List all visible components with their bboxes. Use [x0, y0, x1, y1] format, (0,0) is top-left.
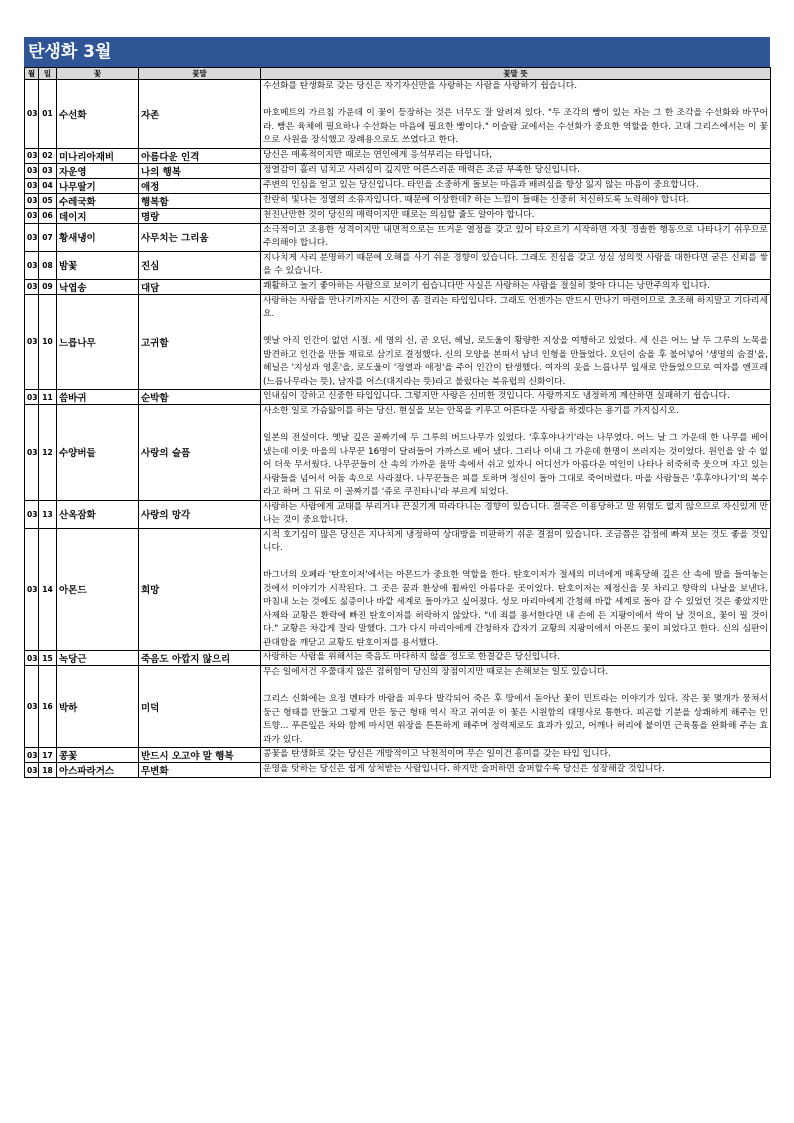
flower-name-cell: 수선화 [57, 80, 139, 149]
flower-name-cell: 산옥잠화 [57, 500, 139, 528]
flower-name-cell: 나무딸기 [57, 178, 139, 193]
flower-language-cell: 행복함 [139, 193, 261, 208]
flower-language-cell: 대담 [139, 279, 261, 294]
table-row [25, 390, 771, 405]
flower-language-cell: 사랑의 슬픔 [139, 405, 261, 501]
flower-language-cell: 순박함 [139, 390, 261, 405]
meaning-cell [261, 500, 771, 528]
day-cell: 05 [39, 193, 57, 208]
flower-name-cell: 황새냉이 [57, 223, 139, 251]
sheet-title: 탄생화 3월 [24, 37, 770, 67]
meaning-text: 무슨 일에서건 우쭐대지 않은 겸허함이 당신의 장점이지만 때로는 손해보는 일도 있습니다. 그리스 신화에는 요정 멘타가 바람을 피우다 발각되어 죽은 후 땅에서 돋아난 꽃이 민트라는 이야기가 있다. 작은 꽃 몇개가 뭉쳐서 둥근 형태를 만들고 그렇게 만든 둥근 형태 역시 작고 귀여운 이 꽃은 시원함의 대명사로 통한다. 피곤할 기분을 상쾌하게 해주는 민트향... 푸른잎은 차와 함께 마시면 위장을 튼튼하게 해주며 정력제로도 효과가 있고, 어깨나 허리에 붙이면 근육통을 완화해 주는 효과가 있다. [263, 667, 768, 745]
meaning-cell [261, 193, 771, 208]
meaning-cell [261, 163, 771, 178]
meaning-text: 정열감이 흘러 넘치고 사려심이 깊지만 어른스러운 매력은 조금 부족한 당신입니다. [263, 164, 580, 175]
table-row [25, 294, 771, 390]
table-row [25, 500, 771, 528]
flower-name-cell: 씀바귀 [57, 390, 139, 405]
flower-language-cell: 무변화 [139, 763, 261, 778]
meaning-cell [261, 528, 771, 651]
flower-name-cell: 낙엽송 [57, 279, 139, 294]
meaning-cell [261, 763, 771, 778]
flower-language-cell: 희망 [139, 528, 261, 651]
month-cell: 03 [25, 80, 39, 149]
month-cell: 03 [25, 651, 39, 666]
meaning-text: 당신은 매혹적이지만 때로는 연인에게 응석부리는 타입니다, [263, 149, 493, 160]
table-row [25, 405, 771, 501]
day-cell: 14 [39, 528, 57, 651]
meaning-text: 소극적이고 조용한 성격이지만 내면적으로는 뜨거운 열정을 갖고 있어 타오르기 시작하면 자칫 경솔한 행동으로 나타나기 쉬우므로 주의해야 합니다. [263, 224, 768, 248]
meaning-cell [261, 651, 771, 666]
meaning-cell [261, 405, 771, 501]
meaning-cell [261, 390, 771, 405]
meaning-cell [261, 279, 771, 294]
table-row [25, 279, 771, 294]
month-cell: 03 [25, 748, 39, 763]
month-cell: 03 [25, 251, 39, 279]
table-row [25, 148, 771, 163]
month-cell: 03 [25, 390, 39, 405]
month-cell: 03 [25, 163, 39, 178]
flower-name-cell: 자운영 [57, 163, 139, 178]
table-row [25, 528, 771, 651]
day-cell: 04 [39, 178, 57, 193]
flower-name-cell: 밤꽃 [57, 251, 139, 279]
flower-name-cell: 콩꽃 [57, 748, 139, 763]
flower-language-cell: 사무치는 그리움 [139, 223, 261, 251]
flower-name-cell: 박하 [57, 666, 139, 748]
flower-language-cell: 아름다운 인격 [139, 148, 261, 163]
flower-language-cell: 반드시 오고야 말 행복 [139, 748, 261, 763]
meaning-cell [261, 80, 771, 149]
meaning-text: 콩꽃을 탄생화로 갖는 당신은 개방적이고 낙천적이며 무슨 일이건 흥미를 갖는 타입 입니다. [263, 749, 611, 760]
meaning-cell [261, 208, 771, 223]
day-cell: 08 [39, 251, 57, 279]
flower-language-cell: 진심 [139, 251, 261, 279]
day-cell: 02 [39, 148, 57, 163]
table-row [25, 251, 771, 279]
flower-name-cell: 수레국화 [57, 193, 139, 208]
day-cell: 16 [39, 666, 57, 748]
month-cell: 03 [25, 763, 39, 778]
table-row [25, 651, 771, 666]
table-row [25, 178, 771, 193]
month-cell: 03 [25, 223, 39, 251]
meaning-text: 주변의 인심을 얻고 있는 당신입니다. 타인을 소중하게 돌보는 마음과 배려심을 항상 잃지 않는 마음이 중요합니다. [263, 179, 699, 190]
table-row [25, 80, 771, 149]
meaning-text: 쾌활하고 놀기 좋아하는 사람으로 보이기 쉽습니다만 사실은 사랑하는 사람을 절실히 찾아 다니는 낭만주의자 입니다. [263, 280, 711, 291]
flower-language-cell: 사랑의 망각 [139, 500, 261, 528]
header-meaning: 꽃말 뜻 [261, 68, 771, 80]
table-row [25, 666, 771, 748]
header-flower-language: 꽃말 [139, 68, 261, 80]
meaning-cell [261, 748, 771, 763]
meaning-text: 사랑하는 사람에게 교태를 부리거나 끈질기게 따라다니는 경향이 있습니다. 결국은 이용당하고 말 위험도 없지 않으므로 자신있게 만나는 것이 중요합니다. [263, 501, 768, 525]
day-cell: 13 [39, 500, 57, 528]
flower-language-cell: 나의 행복 [139, 163, 261, 178]
day-cell: 06 [39, 208, 57, 223]
meaning-text: 사랑하는 사람을 만나기까지는 시간이 좀 걸리는 타입입니다. 그래도 언젠가는 반드시 만나기 마련이므로 초조해 하지말고 기다리세요. 옛날 아직 인간이 없던 시절. 세 명의 신, 곧 오딘, 헤닐, 로도울이 황량한 지상을 여행하고 있었다. 세 신은 어느 날 두 그루의 노목을 발견하고 인간을 만들 재료로 삼기로 결정했다. 신의 모양을 본떠서 남녀 인형을 만들었다. 오딘이 숨을 후 불어넣어 '생명의 숨결'을, 헤닐은 '지성과 영혼'을, 로도울이 '정열과 애정'을 주어 인간이 탄생했다. 여자의 옷을 느릅나무 잎새로 만들었으므로 여자를 엔프레(느릅나무라는 뜻), 남자를 어스(대지라는 뜻)라고 불렀다는 북유럽의 신화이다. [263, 295, 768, 387]
meaning-text: 지나치게 사리 분명하기 때문에 오해를 사기 쉬운 경향이 있습니다. 그래도 진심을 갖고 성심 성의껏 사람을 대한다면 굳은 신뢰를 쌓을 수 있습니다. [263, 252, 768, 276]
meaning-cell [261, 223, 771, 251]
flower-name-cell: 미나리아재비 [57, 148, 139, 163]
table-row [25, 208, 771, 223]
header-flower: 꽃 [57, 68, 139, 80]
flower-name-cell: 데이지 [57, 208, 139, 223]
meaning-text: 찬란히 빛나는 정열의 소유자입니다. 때문에 이상한데? 하는 느낌이 들때는 신중히 처신하도록 노력해야 합니다. [263, 194, 690, 205]
table-row [25, 163, 771, 178]
meaning-text: 인내심이 강하고 신중한 타입입니다. 그렇지만 사랑은 신비한 것입니다. 사랑까지도 냉정하게 계산하면 실패하기 쉽습니다. [263, 391, 730, 402]
meaning-text: 사소한 일로 가슴앓이를 하는 당신. 현실을 보는 안목을 키우고 어른다운 사랑을 하겠다는 용기를 가지십시오. 일본의 전설이다. 옛날 깊은 골짜기에 두 그루의 버드나무가 있었다. '후후야나기'라는 나무였다. 어느 날 그 가운데 한 나무를 베어 냈는데 이웃 마을의 나무꾼 16명이 달려들어 가까스로 베어 냈다. 그러나 이내 그 가운데 한명이 쓰러지는 것이었다. 원인을 알 수 없어 더욱 무서웠다. 나무꾼들이 산 속의 가까운 움막 속에서 쉬고 있자니 어디선가 아름다운 여인이 나타나 히죽히죽 웃으며 자고 있는 사람들을 넘어서 어둠 속으로 사라졌다. 나무꾼들은 피를 토하며 정신이 돌아 그대로 죽어버렸다. 마을 사람들은 '후후야나기'의 복수라고 하며 그 뒤로 이 골짜기를 '쥬로 쿠진타니'라 부르게 되었다. [263, 406, 768, 497]
table-row [25, 763, 771, 778]
flower-language-cell: 자존 [139, 80, 261, 149]
day-cell: 15 [39, 651, 57, 666]
day-cell: 11 [39, 390, 57, 405]
flower-name-cell: 아스파라거스 [57, 763, 139, 778]
meaning-cell [261, 148, 771, 163]
flower-name-cell: 녹당근 [57, 651, 139, 666]
month-cell: 03 [25, 178, 39, 193]
flower-language-cell: 명랑 [139, 208, 261, 223]
meaning-cell [261, 178, 771, 193]
flower-language-cell: 미덕 [139, 666, 261, 748]
meaning-text: 수선화를 탄생화로 갖는 당신은 자기자신만을 사랑하는 사람을 사랑하기 쉽습니다. 마호메트의 가르침 가운데 이 꽃이 등장하는 것은 너무도 잘 알려져 있다. "두 조각의 빵이 있는 자는 그 한 조각을 수선화와 바꾸어라. 빵은 육체에 필요하나 수선화는 마음에 필요한 빵이다." 이슬람 교에서는 수선화가 중요한 역할을 한다. 고대 그리스에서는 이 꽃으로 사원을 장식했고 장례용으로도 쓰였다고 한다. [263, 81, 768, 145]
day-cell: 12 [39, 405, 57, 501]
month-cell: 03 [25, 208, 39, 223]
day-cell: 07 [39, 223, 57, 251]
flower-language-cell: 고귀함 [139, 294, 261, 390]
header-month: 월 [25, 68, 39, 80]
day-cell: 09 [39, 279, 57, 294]
month-cell: 03 [25, 666, 39, 748]
header-day: 일 [39, 68, 57, 80]
flower-name-cell: 수양버들 [57, 405, 139, 501]
month-cell: 03 [25, 405, 39, 501]
month-cell: 03 [25, 294, 39, 390]
meaning-cell [261, 294, 771, 390]
month-cell: 03 [25, 193, 39, 208]
flower-name-cell: 느릅나무 [57, 294, 139, 390]
meaning-text: 운명을 탓하는 당신은 쉽게 상처받는 사람입니다. 하지만 슬퍼하면 슬퍼할수록 당신은 성장해갈 것입니다. [263, 764, 665, 775]
day-cell: 18 [39, 763, 57, 778]
meaning-text: 사랑하는 사람을 위해서는 죽음도 마다하지 않을 정도로 한결같은 당신입니다. [263, 652, 561, 663]
table-row [25, 223, 771, 251]
table-body [25, 80, 771, 778]
meaning-text: 시적 호기심이 많은 당신은 지나치게 냉정하여 상대방을 비판하기 쉬운 결점이 있습니다. 조금쯤은 감정에 빠져 보는 것도 좋을 것입니다. 바그너의 오페라 '탄호이저'에서는 아몬드가 중요한 역할을 한다. 탄호이저가 절세의 미녀에게 매혹당해 깊은 산 속에 발을 들여놓는 것에서 이야기가 시작된다. 그 곳은 꿈과 환상에 휩싸인 아름다운 곳이었다. 탄호이저는 제정신을 못 차리고 향락의 나날을 보낸다. 마침내 노는 것에도 싫증이나 바깥 세계로 돌아가고 싶어졌다. 성모 마리아에게 간청해 바깥 세계로 돌아 갈 수 있었던 것은 좋았지만 사제와 교황은 환락에 빠진 탄호이저를 허락하지 않았다. "네 죄를 용서한다면 내 손에 든 지팡이에서 싹이 날 것이요, 꽃이 필 것이다." 교황은 차갑게 잘라 말했다. 그가 다시 마리아에게 간청하자 갑자기 교황의 지팡이에서 아몬드 꽃이 피었다고 한다. 신의 심판이 관대함을 깨닫고 교황도 탄호이저를 용서했다. [263, 529, 768, 648]
day-cell: 03 [39, 163, 57, 178]
flower-name-cell: 아몬드 [57, 528, 139, 651]
month-cell: 03 [25, 528, 39, 651]
meaning-cell [261, 666, 771, 748]
day-cell: 01 [39, 80, 57, 149]
meaning-cell [261, 251, 771, 279]
table-header-row [25, 68, 771, 80]
day-cell: 17 [39, 748, 57, 763]
table-row [25, 748, 771, 763]
meaning-text: 천진난만한 것이 당신의 매력이지만 때로는 의심할 줄도 알아야 합니다. [263, 209, 535, 220]
month-cell: 03 [25, 500, 39, 528]
flower-language-cell: 애정 [139, 178, 261, 193]
table-row [25, 193, 771, 208]
flower-language-cell: 죽음도 아깝지 않으리 [139, 651, 261, 666]
month-cell: 03 [25, 279, 39, 294]
month-cell: 03 [25, 148, 39, 163]
birth-flower-table [24, 67, 771, 778]
day-cell: 10 [39, 294, 57, 390]
